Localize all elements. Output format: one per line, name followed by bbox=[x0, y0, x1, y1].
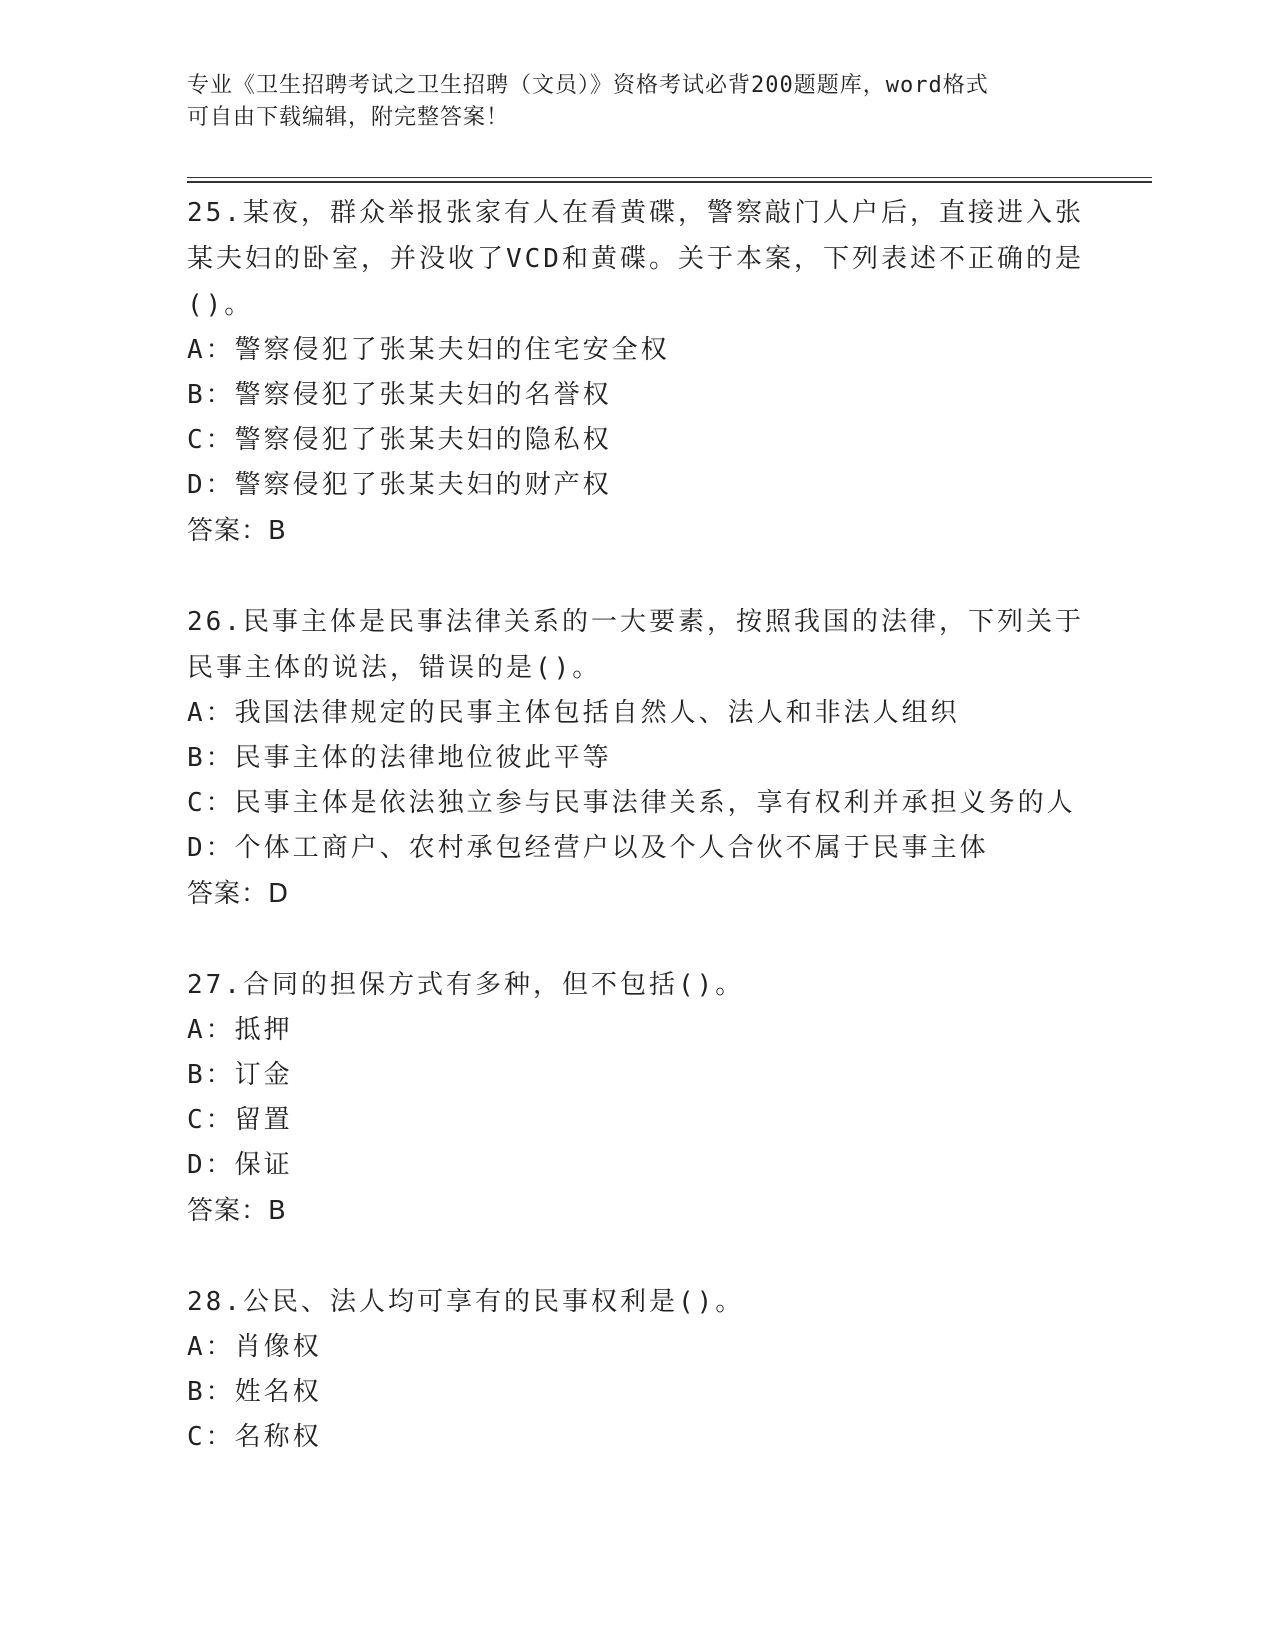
question-block bbox=[187, 962, 1087, 1234]
question-option: A：抵押 bbox=[187, 1015, 293, 1045]
question-option: C：民事主体是依法独立参与民事法律关系，享有权利并承担义务的人 bbox=[187, 788, 1076, 818]
question-option: A：我国法律规定的民事主体包括自然人、法人和非法人组织 bbox=[187, 698, 960, 728]
header-line-2: 可自由下载编辑，附完整答案！ bbox=[187, 105, 510, 130]
document-header bbox=[187, 70, 1067, 134]
question-option: B：订金 bbox=[187, 1060, 293, 1090]
question-option: C：名称权 bbox=[187, 1422, 322, 1452]
question-block bbox=[187, 1279, 1087, 1460]
question-option: A：警察侵犯了张某夫妇的住宅安全权 bbox=[187, 335, 670, 365]
question-stem: 25.某夜，群众举报张家有人在看黄碟，警察敲门人户后，直接进入张某夫妇的卧室，并没收了VCD和黄碟。关于本案，下列表述不正确的是()。 bbox=[187, 198, 1084, 320]
question-option: D：保证 bbox=[187, 1150, 293, 1180]
question-option: B：警察侵犯了张某夫妇的名誉权 bbox=[187, 380, 612, 410]
question-option: C：警察侵犯了张某夫妇的隐私权 bbox=[187, 425, 612, 455]
question-stem: 27.合同的担保方式有多种，但不包括()。 bbox=[187, 970, 745, 1000]
header-line-1: 专业《卫生招聘考试之卫生招聘（文员）》资格考试必背200题题库，word格式 bbox=[187, 73, 989, 98]
question-answer: 答案：B bbox=[187, 516, 287, 546]
question-option: A：肖像权 bbox=[187, 1332, 322, 1362]
question-block bbox=[187, 599, 1087, 917]
question-option: B：民事主体的法律地位彼此平等 bbox=[187, 743, 612, 773]
question-list bbox=[187, 190, 1087, 1505]
question-answer: 答案：B bbox=[187, 1196, 287, 1226]
question-option: C：留置 bbox=[187, 1105, 293, 1135]
question-option: D：警察侵犯了张某夫妇的财产权 bbox=[187, 470, 612, 500]
question-stem: 28.公民、法人均可享有的民事权利是()。 bbox=[187, 1287, 745, 1317]
header-divider-thin bbox=[187, 177, 1152, 178]
question-option: D：个体工商户、农村承包经营户以及个人合伙不属于民事主体 bbox=[187, 833, 989, 863]
question-block bbox=[187, 190, 1087, 554]
question-answer: 答案：D bbox=[187, 879, 290, 909]
question-stem: 26.民事主体是民事法律关系的一大要素，按照我国的法律，下列关于民事主体的说法，错误的是()。 bbox=[187, 607, 1084, 683]
question-option: B：姓名权 bbox=[187, 1377, 322, 1407]
header-divider-thick bbox=[187, 181, 1152, 183]
